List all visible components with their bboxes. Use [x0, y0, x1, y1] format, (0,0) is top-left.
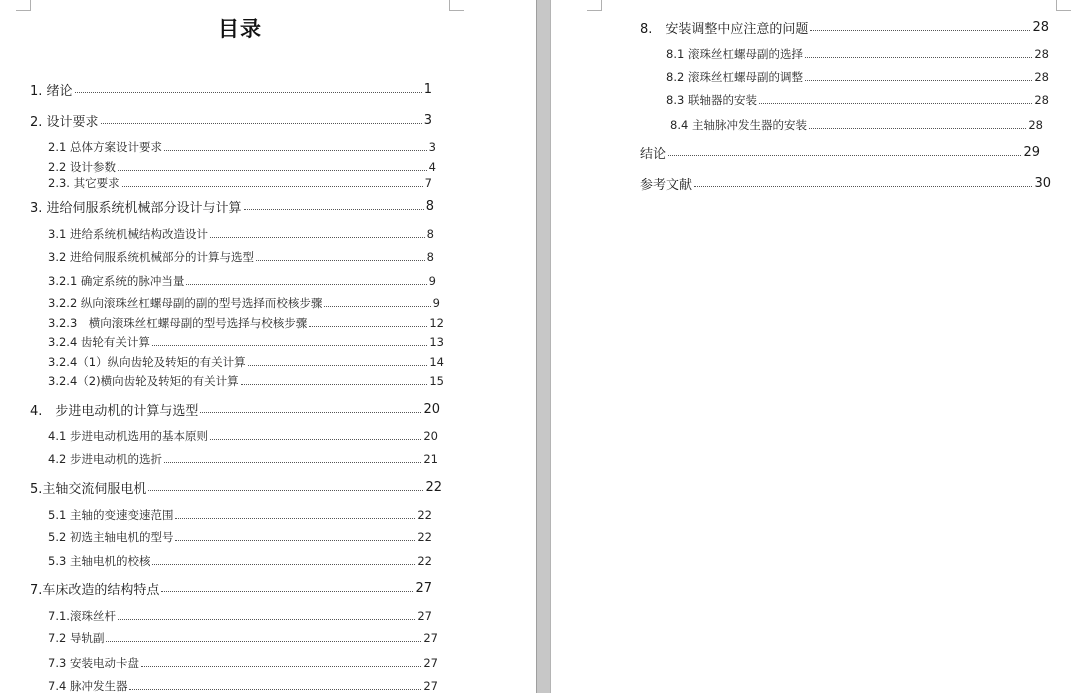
- toc-title: 目录: [218, 17, 262, 41]
- toc-entry[interactable]: 3.2 进给伺服系统机械部分的计算与选型 8: [48, 250, 434, 264]
- toc-entry[interactable]: 5.2 初选主轴电机的型号 22: [48, 530, 432, 544]
- toc-entry[interactable]: 3.2.4（1）纵向齿轮及转矩的有关计算 14: [48, 355, 444, 369]
- document-page-left: [0, 0, 536, 693]
- toc-entry[interactable]: 7.4 脉冲发生器 27: [48, 679, 438, 693]
- toc-entry[interactable]: 3.2.2 纵向滚珠丝杠螺母副的副的型号选择而校核步骤 9: [48, 296, 440, 310]
- toc-entry[interactable]: 5.3 主轴电机的校核 22: [48, 554, 432, 568]
- crop-mark: [587, 0, 602, 11]
- crop-mark: [449, 0, 464, 11]
- toc-entry[interactable]: 8.3 联轴器的安装 28: [666, 93, 1049, 107]
- toc-entry[interactable]: 3.1 进给系统机械结构改造设计 8: [48, 227, 434, 241]
- toc-entry[interactable]: 2.3. 其它要求 7: [48, 176, 432, 190]
- toc-entry[interactable]: 7.1.滚珠丝杆 27: [48, 609, 432, 623]
- crop-mark: [16, 0, 31, 11]
- toc-entry[interactable]: 4.1 步进电动机选用的基本原则 20: [48, 429, 438, 443]
- crop-mark: [1056, 0, 1071, 11]
- toc-entry[interactable]: 8.2 滚珠丝杠螺母副的调整 28: [666, 70, 1049, 84]
- toc-entry[interactable]: 3.2.3 横向滚珠丝杠螺母副的型号选择与校核步骤 12: [48, 316, 444, 330]
- toc-entry[interactable]: 结论 29: [640, 144, 1040, 162]
- toc-entry[interactable]: 7.车床改造的结构特点 27: [30, 580, 432, 598]
- document-page-right: [551, 0, 1079, 693]
- toc-entry[interactable]: 3.2.4（2)横向齿轮及转矩的有关计算 15: [48, 374, 444, 388]
- page-gutter: [536, 0, 551, 693]
- toc-entry[interactable]: 2.2 设计参数 4: [48, 160, 436, 174]
- toc-entry[interactable]: 4. 步进电动机的计算与选型 20: [30, 401, 440, 419]
- toc-entry[interactable]: 3.2.4 齿轮有关计算 13: [48, 335, 444, 349]
- toc-entry[interactable]: 7.2 导轨副 27: [48, 631, 438, 645]
- toc-entry[interactable]: 参考文献 30: [640, 175, 1051, 193]
- toc-entry[interactable]: 8.1 滚珠丝杠螺母副的选择 28: [666, 47, 1049, 61]
- toc-entry[interactable]: 8. 安装调整中应注意的问题 28: [640, 19, 1049, 37]
- toc-entry[interactable]: 3.2.1 确定系统的脉冲当量 9: [48, 274, 436, 288]
- toc-entry[interactable]: 2. 设计要求 3: [30, 112, 432, 130]
- toc-entry[interactable]: 8.4 主轴脉冲发生器的安装 28: [670, 118, 1043, 132]
- toc-entry[interactable]: 4.2 步进电动机的选折 21: [48, 452, 438, 466]
- toc-entry[interactable]: 7.3 安装电动卡盘 27: [48, 656, 438, 670]
- toc-entry[interactable]: 2.1 总体方案设计要求 3: [48, 140, 436, 154]
- toc-entry[interactable]: 3. 进给伺服系统机械部分设计与计算 8: [30, 198, 434, 216]
- toc-entry[interactable]: 1. 绪论 1: [30, 81, 432, 99]
- toc-entry[interactable]: 5.1 主轴的变速变速范围 22: [48, 508, 432, 522]
- toc-entry[interactable]: 5.主轴交流伺服电机 22: [30, 479, 442, 497]
